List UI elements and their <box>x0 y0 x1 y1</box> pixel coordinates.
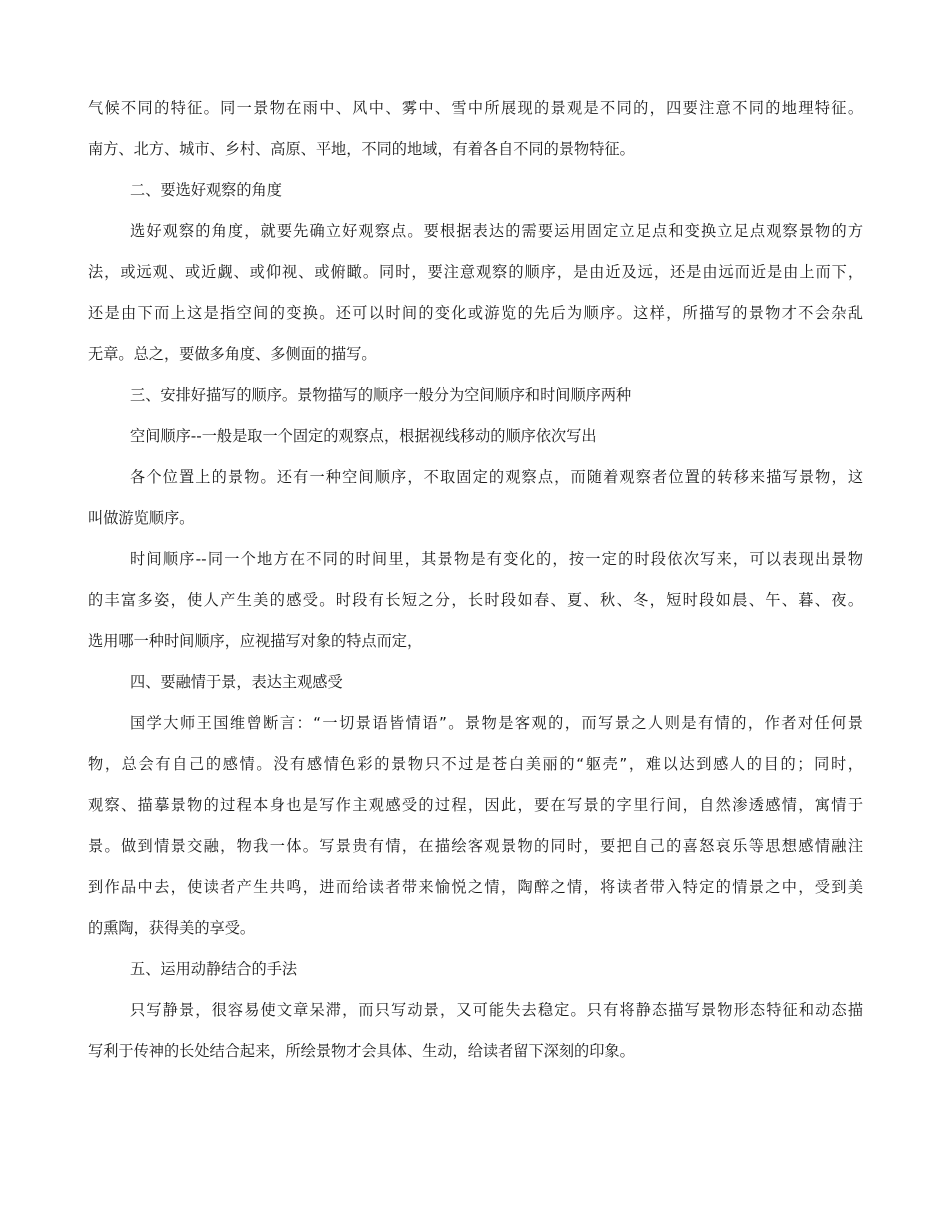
text-line: 三、安排好描写的顺序。景物描写的顺序一般分为空间顺序和时间顺序两种 <box>130 386 632 404</box>
text-line: 还是由下而上这是指空间的变换。还可以时间的变化或游览的先后为顺序。这样，所描写的景物才不会杂乱 <box>88 304 863 322</box>
text-line: 二、要选好观察的角度 <box>130 181 282 199</box>
text-line: 时间顺序--同一个地方在不同的时间里，其景物是有变化的，按一定的时段依次写来，可以表现出景物 <box>130 550 863 568</box>
text-line: 的熏陶，获得美的享受。 <box>88 919 256 937</box>
text-line: 国学大师王国维曾断言：“一切景语皆情语”。景物是客观的，而写景之人则是有情的，作者对任何景 <box>130 714 863 732</box>
text-line: 气候不同的特征。同一景物在雨中、风中、雾中、雪中所展现的景观是不同的，四要注意不同的地理特征。 <box>88 99 863 117</box>
text-line: 四、要融情于景，表达主观感受 <box>130 673 343 691</box>
text-line: 叫做游览顺序。 <box>88 509 195 527</box>
text-line: 选好观察的角度，就要先确立好观察点。要根据表达的需要运用固定立足点和变换立足点观察景物的方 <box>130 222 863 240</box>
text-line: 只写静景，很容易使文章呆滞，而只写动景，又可能失去稳定。只有将静态描写景物形态特征和动态描 <box>130 1001 863 1019</box>
text-line: 法，或远观、或近觑、或仰视、或俯瞰。同时，要注意观察的顺序，是由近及远，还是由远而近是由上而下， <box>88 263 863 281</box>
text-line: 的丰富多姿，使人产生美的感受。时段有长短之分，长时段如春、夏、秋、冬，短时段如晨、午、暮、夜。 <box>88 591 863 609</box>
text-line: 南方、北方、城市、乡村、高原、平地，不同的地域，有着各自不同的景物特征。 <box>88 140 635 158</box>
text-line: 各个位置上的景物。还有一种空间顺序，不取固定的观察点，而随着观察者位置的转移来描写景物，这 <box>130 468 863 486</box>
text-line: 观察、描摹景物的过程本身也是写作主观感受的过程，因此，要在写景的字里行间，自然渗透感情，寓情于 <box>88 796 863 814</box>
text-line: 空间顺序--一般是取一个固定的观察点，根据视线移动的顺序依次写出 <box>130 427 597 445</box>
text-line: 选用哪一种时间顺序，应视描写对象的特点而定， <box>88 632 423 650</box>
text-line: 到作品中去，使读者产生共鸣，进而给读者带来愉悦之情，陶醉之情，将读者带入特定的情景之中，受到美 <box>88 878 863 896</box>
text-line: 景。做到情景交融，物我一体。写景贵有情，在描绘客观景物的同时，要把自己的喜怒哀乐等思想感情融注 <box>88 837 863 855</box>
text-line: 写利于传神的长处结合起来，所绘景物才会具体、生动，给读者留下深刻的印象。 <box>88 1042 635 1060</box>
text-line: 无章。总之，要做多角度、多侧面的描写。 <box>88 345 377 363</box>
text-line: 物，总会有自己的感情。没有感情色彩的景物只不过是苍白美丽的“躯壳”，难以达到感人的目的；同时， <box>88 755 863 773</box>
document-body <box>88 88 863 1072</box>
text-line: 五、运用动静结合的手法 <box>130 960 298 978</box>
